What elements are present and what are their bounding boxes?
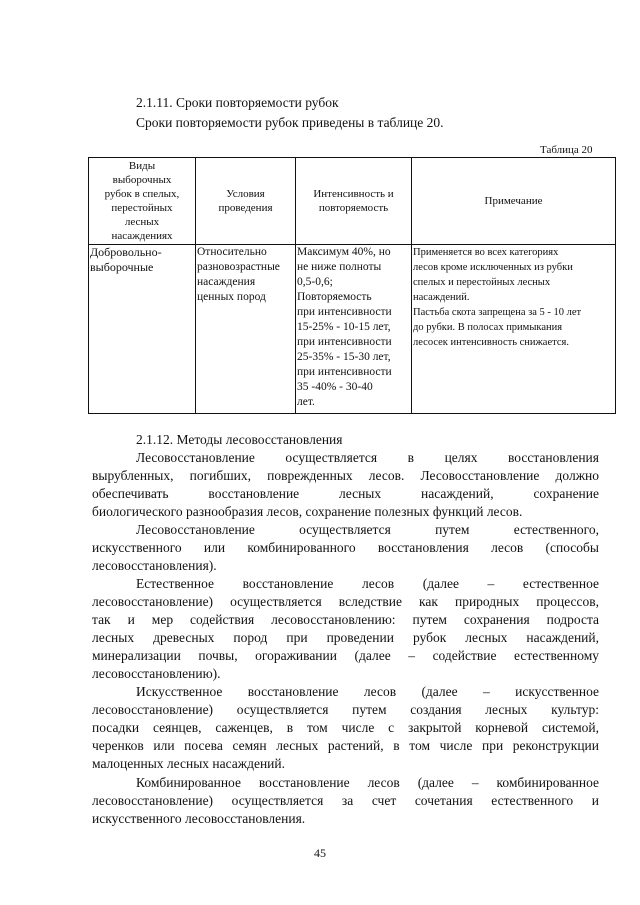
header-intensity: Интенсивность и повторяемость — [296, 158, 412, 245]
paragraph-3-line-5: минерализации почвы, огораживании (далее – содействие естественному — [92, 648, 599, 663]
section-heading-2-1-11: 2.1.11. Сроки повторяемости рубок — [136, 95, 339, 110]
section-intro-2-1-11: Сроки повторяемости рубок приведены в таблице 20. — [136, 115, 444, 130]
paragraph-3-line-6: лесовосстановлению). — [92, 666, 221, 681]
paragraph-2-line-3: лесовосстановления). — [92, 558, 217, 573]
paragraph-4-line-5: малоценных лесных насаждений. — [92, 756, 285, 771]
paragraph-1-line-3: обеспечивать восстановление лесных насаждений, сохранение — [92, 486, 599, 501]
header-cut-types: Виды выборочных рубок в спелых, перестойных лесных насаждениях — [89, 158, 196, 245]
cell-intensity: Максимум 40%, но не ниже полноты 0,5-0,6; Повторяемость при интенсивности 15-25% - 10-15 лет, при интенсивности 25-35% - 15-30 лет, при интенсивности 35 -40% - 30-40 лет. — [296, 245, 412, 414]
header-note: Примечание — [412, 158, 616, 245]
paragraph-5-line-3: искусственного лесовосстановления. — [92, 811, 306, 826]
paragraph-2-line-2: искусственного или комбинированного восстановления лесов (способы — [92, 540, 599, 555]
paragraph-1-line-2: вырубленных, погибших, поврежденных лесов. Лесовосстановление должно — [92, 468, 599, 483]
header-conditions: Условия проведения — [196, 158, 296, 245]
paragraph-3-line-3: так и мер содействия лесовосстановлению: путем сохранения подроста — [92, 612, 599, 627]
section-heading-2-1-12: 2.1.12. Методы лесовосстановления — [136, 432, 343, 447]
paragraph-3-line-4: лесных древесных пород при проведении рубок лесных насаждений, — [92, 630, 599, 645]
paragraph-3-line-1: Естественное восстановление лесов (далее – естественное — [136, 576, 599, 591]
cell-conditions: Относительно разновозрастные насаждения ценных пород — [196, 245, 296, 414]
cell-note: Применяется во всех категориях лесов кроме исключенных из рубки спелых и перестойных лесных насаждений. Пастьба скота запрещена за 5 - 10 лет до рубки. В полосах примыкания лесосек интенсивность снижается. — [412, 245, 616, 414]
repeat-cuts-table — [88, 157, 616, 414]
paragraph-1-line-4: биологического разнообразия лесов, сохранение полезных функций лесов. — [92, 504, 523, 519]
paragraph-5-line-2: лесовосстановление) осуществляется за счет сочетания естественного и — [92, 793, 599, 808]
paragraph-4-line-4: черенков или посева семян лесных растений, в том числе при реконструкции — [92, 738, 599, 753]
table-header-row — [89, 158, 616, 245]
paragraph-3-line-2: лесовосстановление) осуществляется вследствие как природных процессов, — [92, 594, 599, 609]
paragraph-2-line-1: Лесовосстановление осуществляется путем естественного, — [136, 522, 599, 537]
paragraph-4-line-3: посадки сеянцев, саженцев, в том числе с закрытой корневой системой, — [92, 720, 599, 735]
paragraph-4-line-2: лесовосстановление) осуществляется путем создания лесных культур: — [92, 702, 599, 717]
cell-cut-type: Добровольно- выборочные — [89, 245, 196, 414]
page-number: 45 — [314, 846, 326, 860]
table-caption: Таблица 20 — [540, 144, 593, 156]
paragraph-5-line-1: Комбинированное восстановление лесов (далее – комбинированное — [136, 775, 599, 790]
table-row — [89, 245, 616, 414]
paragraph-1-line-1: Лесовосстановление осуществляется в целях восстановления — [136, 450, 599, 465]
paragraph-4-line-1: Искусственное восстановление лесов (далее – искусственное — [136, 684, 599, 699]
